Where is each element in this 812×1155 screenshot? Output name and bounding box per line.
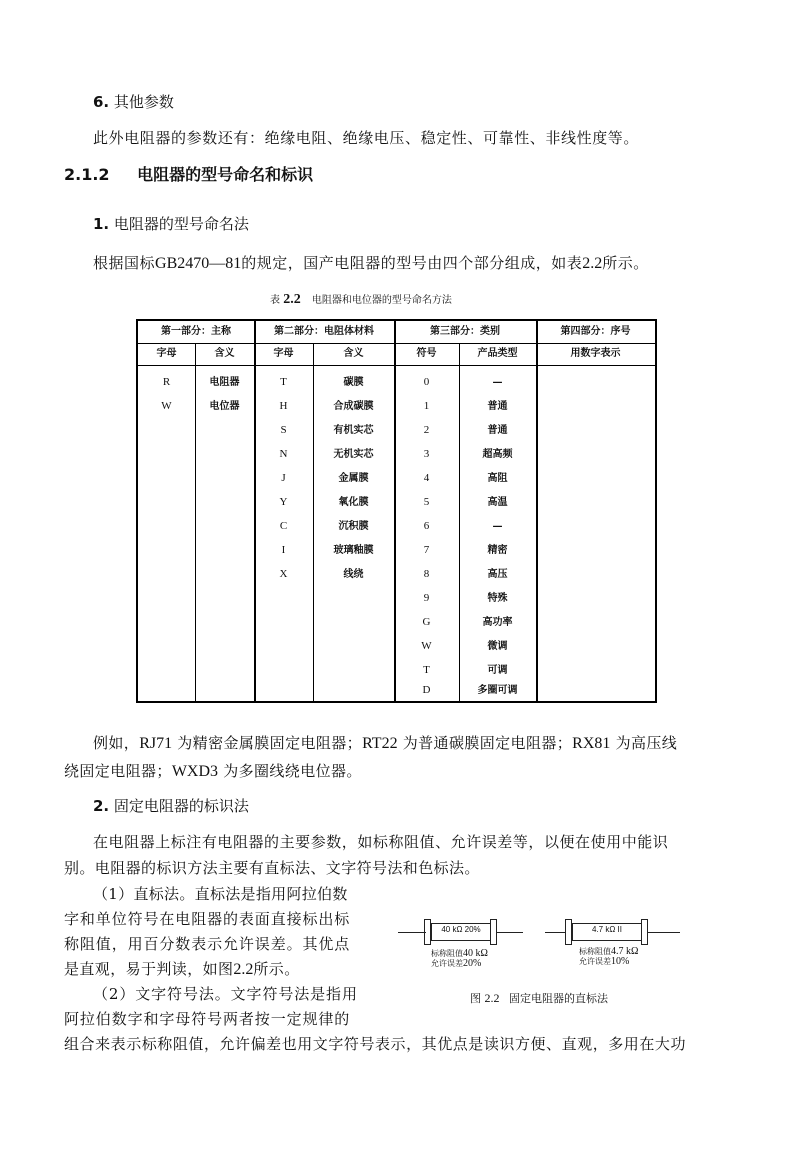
section-heading-2-1-2 xyxy=(64,165,313,185)
resistor-lead xyxy=(545,932,565,933)
subsection-title: 固定电阻器的标识法 xyxy=(113,797,249,815)
table-cell: 线绕 xyxy=(343,569,364,580)
table-cell: S xyxy=(280,424,287,436)
table-cell: 1 xyxy=(423,400,430,412)
sub-header: 含义 xyxy=(343,348,364,359)
table-cell: 0 xyxy=(423,376,430,388)
model-code: RJ71 xyxy=(139,735,173,752)
label-text: 允许误差 xyxy=(579,957,611,966)
table-cell: 高温 xyxy=(487,497,508,508)
caption-prefix: 表 xyxy=(270,295,280,306)
figure-2-2 xyxy=(395,900,695,980)
resistor-body-2 xyxy=(572,923,642,941)
table-cell: 电阻器 xyxy=(209,377,240,388)
subsection-1-heading xyxy=(93,214,249,234)
table-cell: 电位器 xyxy=(209,401,240,412)
subsection-2-para-line2: 别。电阻器的标识方法主要有直标法、文字符号法和色标法。 xyxy=(64,859,480,877)
table-cell: 氧化膜 xyxy=(338,497,369,508)
table-cell: 普通 xyxy=(487,401,508,412)
table-cell: N xyxy=(279,448,288,460)
para-text: 所示。 xyxy=(253,960,300,978)
table-cell: 高功率 xyxy=(482,617,513,628)
section-6-paragraph: 此外电阻器的参数还有：绝缘电阻、绝缘电压、稳定性、可靠性、非线性度等。 xyxy=(93,129,640,147)
item1-line1: （1）直标法。直标法是指用阿拉伯数 xyxy=(93,885,348,903)
item2-line2: 阿拉伯数字和字母符号两者按一定规律的 xyxy=(64,1010,351,1028)
resistor-end-cap xyxy=(565,919,572,945)
group-header-part4: 第四部分：序号 xyxy=(560,326,631,337)
para-text: 的规定，国产电阻器的型号由四个部分组成，如表 xyxy=(241,254,583,272)
model-code: WXD3 xyxy=(171,763,219,780)
item1-line2: 字和单位符号在电阻器的表面直接标出标 xyxy=(64,910,351,928)
table-cell: 多圈可调 xyxy=(477,685,518,696)
group-header-part3: 第三部分：类别 xyxy=(430,326,500,337)
sub-header: 产品类型 xyxy=(477,348,518,359)
table-cell: 普通 xyxy=(487,425,508,436)
label-text: 标称阻值 xyxy=(579,947,611,956)
resistor-marking: 40 kΩ 20% xyxy=(441,925,481,934)
table-cell: H xyxy=(279,400,288,412)
label-text: 标称阻值 xyxy=(431,949,463,958)
table-cell: W xyxy=(161,400,172,412)
table-cell: 精密 xyxy=(487,545,508,556)
sub-header: 字母 xyxy=(156,348,177,359)
figure-reference: 2.2 xyxy=(233,961,254,978)
model-code: RT22 xyxy=(362,735,398,752)
para-text: 为精密金属膜固定电阻器； xyxy=(177,734,363,752)
table-cell: — xyxy=(492,521,503,532)
label-text: 允许误差 xyxy=(431,959,463,968)
resistor-2-tolerance-label xyxy=(579,957,629,966)
table-cell: 6 xyxy=(423,520,430,532)
model-code: RX81 xyxy=(572,735,611,752)
para-text: 为高压线 xyxy=(615,734,678,752)
label-value: 20% xyxy=(463,958,482,969)
group-header-part1: 第一部分：主称 xyxy=(161,326,231,337)
section-title: 电阻器的型号命名和标识 xyxy=(137,165,314,184)
table-reference: 2.2 xyxy=(582,255,603,272)
table-cell: 可调 xyxy=(487,665,508,676)
table-cell: 高阻 xyxy=(487,473,508,484)
table-cell: W xyxy=(421,640,432,652)
table-caption xyxy=(270,290,452,311)
table-rule xyxy=(536,321,538,701)
caption-title: 电阻器和电位器的型号命名方法 xyxy=(311,295,452,306)
resistor-lead xyxy=(648,932,680,933)
table-cell: 7 xyxy=(423,544,430,556)
resistor-end-cap xyxy=(424,919,431,945)
table-cell: 沉积膜 xyxy=(338,521,369,532)
table-cell: 8 xyxy=(423,568,430,580)
label-value: 40 kΩ xyxy=(463,948,488,959)
para-text: 绕固定电阻器； xyxy=(64,762,172,780)
table-cell: X xyxy=(279,568,288,580)
heading-text: 其他参数 xyxy=(113,93,174,111)
table-cell: R xyxy=(162,376,171,388)
figure-caption xyxy=(470,988,608,1009)
group-header-part2: 第二部分：电阻体材料 xyxy=(274,326,374,337)
table-cell: C xyxy=(279,520,288,532)
table-cell: 合成碳膜 xyxy=(333,401,374,412)
para-text: 所示。 xyxy=(602,254,649,272)
para-text: 是直观，易于判读，如图 xyxy=(64,960,234,978)
resistor-body-1 xyxy=(431,923,491,941)
sub-header: 字母 xyxy=(273,348,294,359)
table-rule xyxy=(138,365,655,366)
para-text: 根据国标 xyxy=(93,254,156,272)
sub-header: 符号 xyxy=(416,348,437,359)
resistor-1-value-label xyxy=(431,949,488,958)
para-text: 为多圈线绕电位器。 xyxy=(223,762,362,780)
table-cell: — xyxy=(492,377,503,388)
example-paragraph-line1 xyxy=(93,733,677,754)
table-cell: 玻璃釉膜 xyxy=(333,545,374,556)
item2-line1: （2）文字符号法。文字符号法是指用 xyxy=(93,985,358,1003)
table-cell: 有机实芯 xyxy=(333,425,374,436)
caption-prefix: 图 xyxy=(470,992,481,1005)
table-cell: 高压 xyxy=(487,569,508,580)
item1-line3: 称阻值，用百分数表示允许误差。其优点 xyxy=(64,935,351,953)
resistor-end-cap xyxy=(490,919,497,945)
section-6-heading xyxy=(93,92,174,112)
table-cell: 金属膜 xyxy=(338,473,369,484)
section-number: 2.1.2 xyxy=(64,165,110,184)
sub-header: 用数字表示 xyxy=(570,348,621,359)
subsection-2-para-line1: 在电阻器上标注有电阻器的主要参数，如标称阻值、允许误差等，以便在使用中能识 xyxy=(93,833,669,851)
table-cell: G xyxy=(422,616,431,628)
table-cell: Y xyxy=(279,496,288,508)
label-value: 10% xyxy=(611,956,630,967)
table-cell: D xyxy=(422,684,431,696)
table-cell: I xyxy=(281,544,286,556)
example-paragraph-line2 xyxy=(64,761,362,782)
item1-line4 xyxy=(64,959,300,980)
item2-line3: 组合来表示标称阻值，允许偏差也用文字符号表示，其优点是读识方便、直观，多用在大功 xyxy=(64,1035,687,1053)
table-cell: 碳膜 xyxy=(343,377,364,388)
resistor-lead xyxy=(497,932,523,933)
table-cell: T xyxy=(423,664,430,676)
caption-number: 2.2 xyxy=(484,991,500,1005)
resistor-1-tolerance-label xyxy=(431,959,481,968)
caption-number: 2.2 xyxy=(283,292,301,307)
table-cell: 2 xyxy=(423,424,430,436)
label-value: 4.7 kΩ xyxy=(611,946,639,957)
table-cell: 无机实芯 xyxy=(333,449,374,460)
standard-code: GB2470—81 xyxy=(155,255,242,272)
table-cell: T xyxy=(280,376,287,388)
subsection-number: 2. xyxy=(93,797,110,815)
subsection-number: 1. xyxy=(93,215,110,233)
table-cell: 9 xyxy=(423,592,430,604)
caption-title: 固定电阻器的直标法 xyxy=(509,992,608,1005)
table-cell: 5 xyxy=(423,496,430,508)
para-text: 例如， xyxy=(93,734,140,752)
table-cell: J xyxy=(281,472,286,484)
resistor-marking: 4.7 kΩ II xyxy=(592,925,622,934)
heading-number: 6. xyxy=(93,93,110,111)
sub-header: 含义 xyxy=(214,348,235,359)
subsection-title: 电阻器的型号命名法 xyxy=(113,215,249,233)
resistor-end-cap xyxy=(641,919,648,945)
resistor-2-value-label xyxy=(579,947,638,956)
table-cell: 微调 xyxy=(487,641,508,652)
table-rule xyxy=(195,343,196,701)
subsection-1-paragraph xyxy=(93,253,649,274)
naming-table xyxy=(136,319,657,703)
subsection-2-heading xyxy=(93,796,249,816)
table-cell: 3 xyxy=(423,448,430,460)
resistor-lead xyxy=(398,932,426,933)
para-text: 为普通碳膜固定电阻器； xyxy=(402,734,573,752)
table-cell: 超高频 xyxy=(482,449,513,460)
table-cell: 4 xyxy=(423,472,430,484)
table-cell: 特殊 xyxy=(487,593,508,604)
